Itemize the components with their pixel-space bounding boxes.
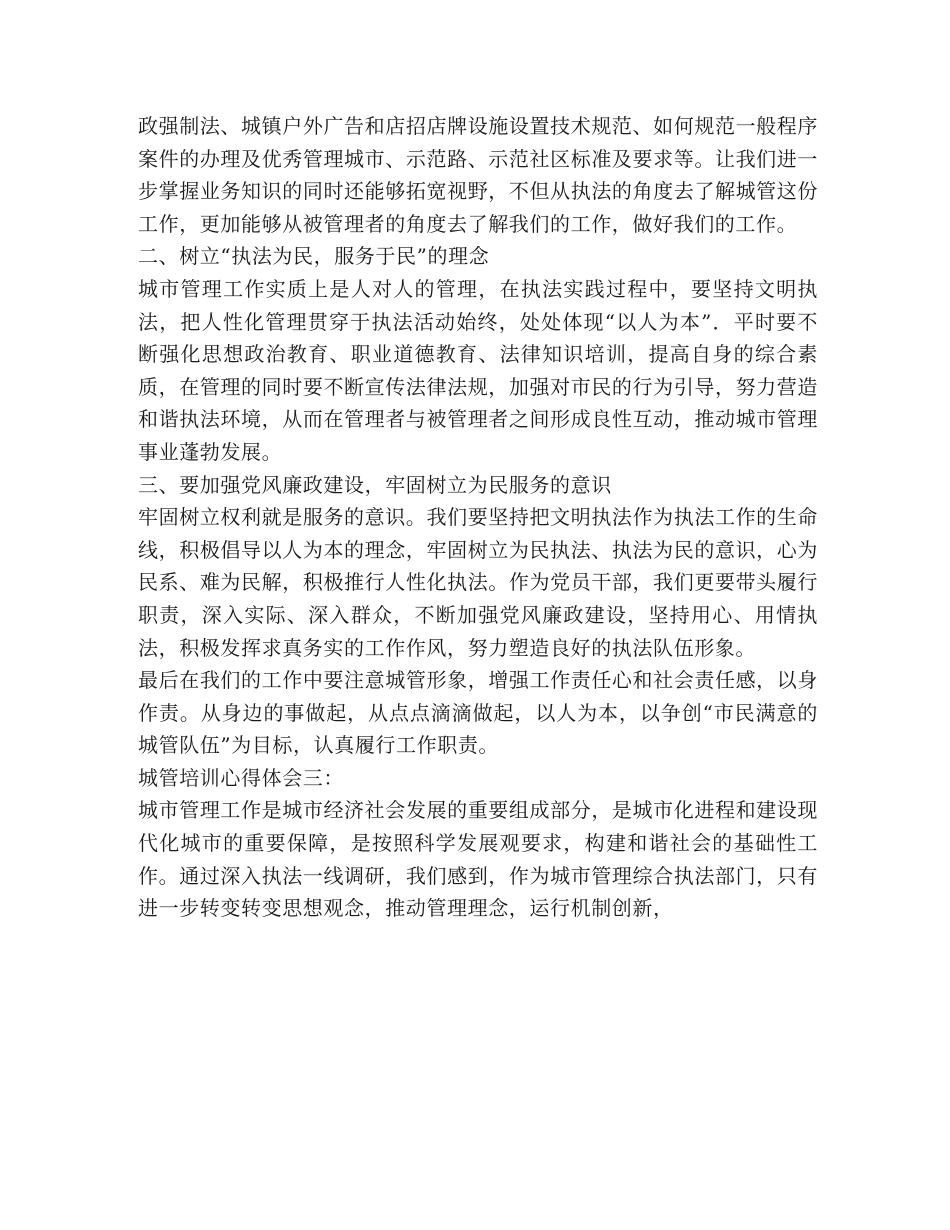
paragraph-section-2: 城市管理工作实质上是人对人的管理，在执法实践过程中，要坚持文明执法，把人性化管理贯穿于执法活动始终，处处体现“以人为本”．平时要不断强化思想政治教育、职业道德教育、法律知识培训，提高自身的综合素质，在管理的同时要不断宣传法律法规，加强对市民的行为引导，努力营造和谐执法环境，从而在管理者与被管理者之间形成良性互动，推动城市管理事业蓬勃发展。 — [138, 276, 818, 464]
heading-section-2: 二、树立“执法为民，服务于民”的理念 — [138, 244, 490, 269]
heading-section-3: 三、要加强党风廉政建设，牢固树立为民服务的意识 — [138, 472, 612, 497]
heading-experience-3: 城管培训心得体会三： — [138, 765, 344, 790]
paragraph-experience-3: 城市管理工作是城市经济社会发展的重要组成部分，是城市化进程和建设现代化城市的重要保障，是按照科学发展观要求，构建和谐社会的基础性工作。通过深入执法一线调研，我们感到，作为城市管理综合执法部门，只有进一步转变转变思想观念，推动管理理念，运行机制创新， — [138, 798, 818, 921]
paragraph-conclusion: 最后在我们的工作中要注意城管形象，增强工作责任心和社会责任感，以身作责。从身边的事做起，从点点滴滴做起，以人为本，以争创“市民满意的城管队伍”为目标，认真履行工作职责。 — [138, 668, 818, 758]
paragraph-training-content: 政强制法、城镇户外广告和店招店牌设施设置技术规范、如何规范一般程序案件的办理及优秀管理城市、示范路、示范社区标准及要求等。让我们进一步掌握业务知识的同时还能够拓宽视野，不但从执法的角度去了解城管这份工作，更加能够从被管理者的角度去了解我们的工作，做好我们的工作。 — [138, 114, 818, 236]
paragraph-section-3: 牢固树立权利就是服务的意识。我们要坚持把文明执法作为执法工作的生命线，积极倡导以人为本的理念，牢固树立为民执法、执法为民的意识，心为民系、难为民解，积极推行人性化执法。作为党员干部，我们更要带头履行职责，深入实际、深入群众，不断加强党风廉政建设，坚持用心、用情执法，积极发挥求真务实的工作作风，努力塑造良好的执法队伍形象。 — [138, 505, 818, 660]
document-body — [138, 110, 818, 925]
